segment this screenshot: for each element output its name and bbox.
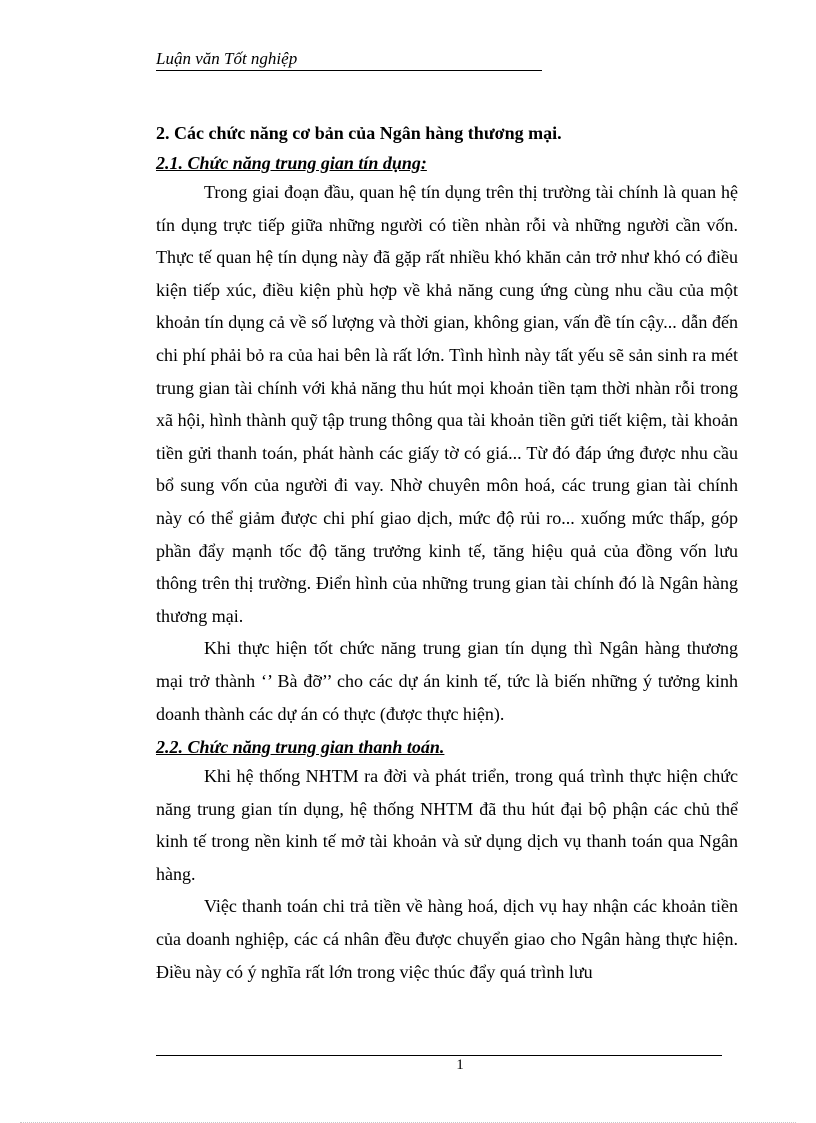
footer-divider	[156, 1055, 722, 1056]
running-header: Luận văn Tốt nghiệp	[156, 48, 542, 71]
page-number: 1	[456, 1057, 464, 1073]
document-body	[156, 120, 738, 988]
paragraph: Trong giai đoạn đầu, quan hệ tín dụng trên thị trường tài chính là quan hệ tín dụng trực tiếp giữa những người có tiền nhàn rỗi và những người cần vốn. Thực tế quan hệ tín dụng này đã gặp rất nhiều khó khăn cản trở như khó có điều kiện tiếp xúc, điều kiện phù hợp về khả năng cung ứng cùng nhu cầu của một khoản tín dụng cả về số lượng và thời gian, không gian, vấn đề tín cậy... dẫn đến chi phí phải bỏ ra của hai bên là rất lớn. Tình hình này tất yếu sẽ sản sinh ra mét trung gian tài chính với khả năng thu hút mọi khoản tiền tạm thời nhàn rỗi trong xã hội, hình thành quỹ tập trung thông qua tài khoản tiền gửi tiết kiệm, tài khoản tiền gửi thanh toán, phát hành các giấy tờ có giá... Từ đó đáp ứng được nhu cầu bổ sung vốn của người đi vay. Nhờ chuyên môn hoá, các trung gian tài chính này có thể giảm được chi phí giao dịch, mức độ rủi ro... xuống mức thấp, góp phần đẩy mạnh tốc độ tăng trưởng kinh tế, tăng hiệu quả của đồng vốn lưu thông trên thị trường. Điển hình của những trung gian tài chính đó là Ngân hàng thương mại.	[156, 182, 738, 626]
section-title: 2. Các chức năng cơ bản của Ngân hàng thương mại.	[156, 123, 562, 143]
paragraph: Khi hệ thống NHTM ra đời và phát triển, trong quá trình thực hiện chức năng trung gian tín dụng, hệ thống NHTM đã thu hút đại bộ phận các chủ thể kinh tế trong nền kinh tế mở tài khoản và sử dụng dịch vụ thanh toán qua Ngân hàng.	[156, 766, 738, 884]
subsection-title-payment-intermediary: 2.2. Chức năng trung gian thanh toán.	[156, 737, 445, 758]
subsection-title-credit-intermediary: 2.1. Chức năng trung gian tín dụng:	[156, 153, 427, 173]
paragraph: Khi thực hiện tốt chức năng trung gian tín dụng thì Ngân hàng thương mại trở thành ‘’ Bà đỡ’’ cho các dự án kinh tế, tức là biến những ý tưởng kinh doanh thành các dự án có thực (được thực hiện).	[156, 638, 738, 724]
paragraph: Việc thanh toán chi trả tiền về hàng hoá, dịch vụ hay nhận các khoản tiền của doanh nghiệp, các cá nhân đều được chuyển giao cho Ngân hàng thực hiện. Điều này có ý nghĩa rất lớn trong việc thúc đẩy quá trình lưu	[156, 896, 738, 982]
